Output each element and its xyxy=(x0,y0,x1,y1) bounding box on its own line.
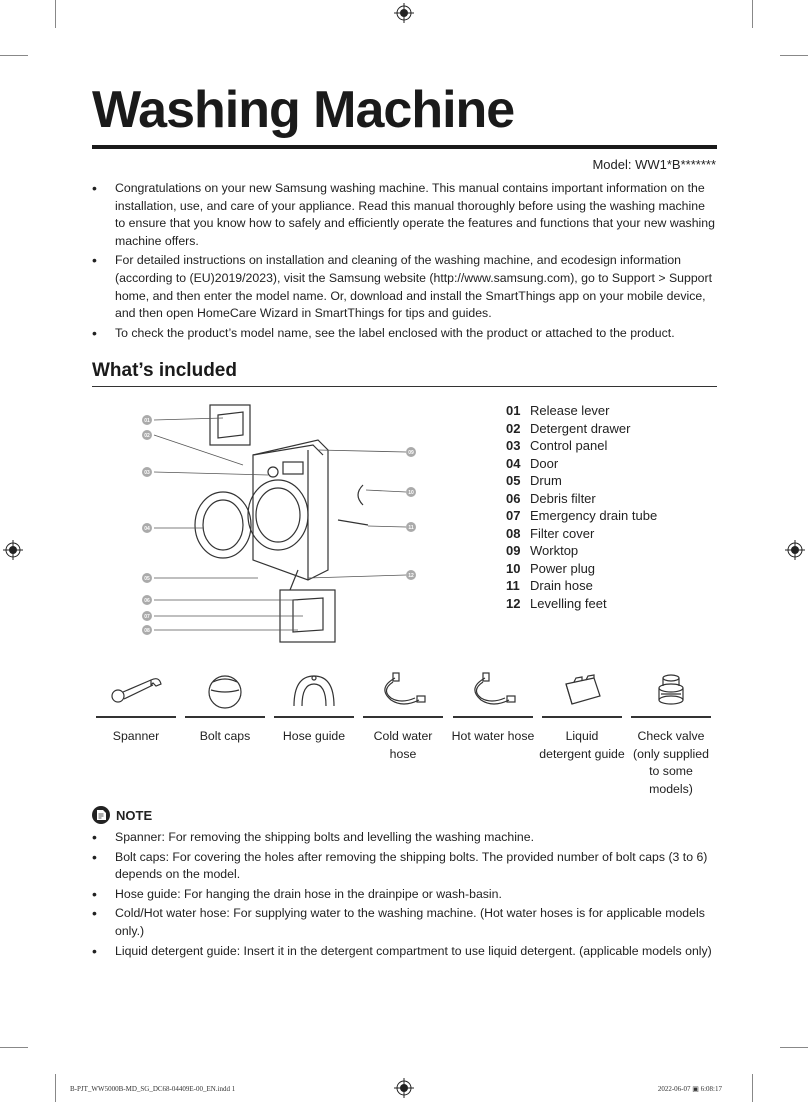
water-hose-icon xyxy=(463,670,523,710)
accessory-label: Liquid detergent guide xyxy=(539,729,625,761)
water-hose-icon xyxy=(373,670,433,710)
accessory-label: Bolt caps xyxy=(199,729,251,743)
note-bullet: • Cold/Hot water hose: For supplying water to the washing machine. (Hot water hoses is for applicable models only.) xyxy=(92,905,717,940)
callout-10: 10 xyxy=(408,490,414,496)
callout-11: 11 xyxy=(408,525,414,531)
accessory-label: Cold water hose xyxy=(373,729,433,761)
intro-bullet: • For detailed instructions on installation and cleaning of the washing machine, and ecodesign information (according to (EU)2019/2023), visit the Samsung website (http://www.samsung.com), go to Support > Support home, and then enter the model name. Or, download and install the SmartThings app on your mobile device, and then open HomeCare Wizard in SmartThings for tips and guides. xyxy=(92,252,717,322)
registration-mark-icon xyxy=(3,540,23,560)
parts-list-item: 11 Drain hose xyxy=(506,578,593,593)
accessory-cold-water-hose xyxy=(363,670,443,761)
note-icon xyxy=(92,806,110,824)
parts-list-item: 12 Levelling feet xyxy=(506,595,607,611)
footer-timestamp: 2022-06-07 ▣ 6:08:17 xyxy=(657,1085,722,1093)
callout-04: 04 xyxy=(144,526,150,532)
callout-05: 05 xyxy=(144,576,150,582)
parts-list-item: 07 Emergency drain tube xyxy=(506,508,658,523)
accessory-spanner xyxy=(96,670,176,743)
accessory-label: Hot water hose xyxy=(451,729,535,743)
callout-09: 09 xyxy=(408,450,414,456)
accessory-check-valve xyxy=(631,670,711,796)
parts-list-item: 06 Debris filter xyxy=(506,490,596,506)
intro-list xyxy=(92,180,717,344)
callout-12: 12 xyxy=(408,573,414,579)
model-number: Model: WW1*B******* xyxy=(592,157,716,172)
accessory-label: Spanner xyxy=(112,729,160,743)
accessory-hose-guide xyxy=(274,670,354,743)
registration-mark-icon xyxy=(394,3,414,23)
note-title: NOTE xyxy=(116,807,153,823)
parts-list-item: 09 Worktop xyxy=(506,543,579,558)
intro-bullet: • To check the product’s model name, see the label enclosed with the product or attached to the product. xyxy=(92,325,717,343)
washing-machine-diagram xyxy=(138,400,428,650)
page-title: Washing Machine xyxy=(92,81,515,139)
parts-list xyxy=(506,402,657,612)
intro-bullet: • Congratulations on your new Samsung washing machine. This manual contains important information on the installation, use, and care of your appliance. Read this manual thoroughly before using the washing machine to ensure that you know how to safely and efficiently operate the features and functions that your new washing machine offers. xyxy=(92,180,717,250)
note-list xyxy=(92,829,717,962)
callout-08: 08 xyxy=(144,628,150,634)
bolt-cap-icon xyxy=(195,670,255,710)
registration-mark-icon xyxy=(394,1078,414,1098)
callout-07: 07 xyxy=(144,614,150,620)
check-valve-icon xyxy=(641,670,701,710)
spanner-icon xyxy=(106,670,166,710)
note-bullet: • Bolt caps: For covering the holes after removing the shipping bolts. The provided number of bolt caps (3 to 6) depends on the model. xyxy=(92,849,717,884)
accessory-bolt-caps xyxy=(185,670,265,743)
callout-02: 02 xyxy=(144,433,150,439)
detergent-guide-icon xyxy=(552,670,612,710)
note-bullet: • Hose guide: For hanging the drain hose in the drainpipe or wash-basin. xyxy=(92,886,717,904)
section-title: What’s included xyxy=(92,360,237,381)
parts-list-item: 08 Filter cover xyxy=(506,525,595,541)
hose-guide-icon xyxy=(284,670,344,710)
parts-list-item: 03 Control panel xyxy=(506,438,608,453)
section-rule xyxy=(92,386,717,387)
parts-list-item: 04 Door xyxy=(506,455,559,471)
note-bullet: • Spanner: For removing the shipping bolts and levelling the washing machine. xyxy=(92,829,717,847)
accessory-hot-water-hose xyxy=(451,670,535,743)
parts-list-item: 02 Detergent drawer xyxy=(506,420,631,436)
parts-list-item: 01 Release lever xyxy=(506,403,610,418)
callout-01: 01 xyxy=(144,418,150,424)
callout-03: 03 xyxy=(144,470,150,476)
note-bullet: • Liquid detergent guide: Insert it in the detergent compartment to use liquid detergent. (applicable models only) xyxy=(92,943,717,961)
accessory-label: Check valve (only supplied to some models) xyxy=(633,729,709,796)
title-rule xyxy=(92,145,717,149)
parts-list-item: 10 Power plug xyxy=(506,560,596,576)
registration-mark-icon xyxy=(785,540,805,560)
parts-list-item: 05 Drum xyxy=(506,473,562,488)
accessory-liquid-detergent-guide xyxy=(539,670,625,761)
callout-06: 06 xyxy=(144,598,150,604)
accessory-label: Hose guide xyxy=(282,729,346,743)
footer-filename: B-PJT_WW5000B-MD_SG_DC68-04409E-00_EN.indd 1 xyxy=(70,1085,236,1093)
note-heading xyxy=(92,806,152,824)
